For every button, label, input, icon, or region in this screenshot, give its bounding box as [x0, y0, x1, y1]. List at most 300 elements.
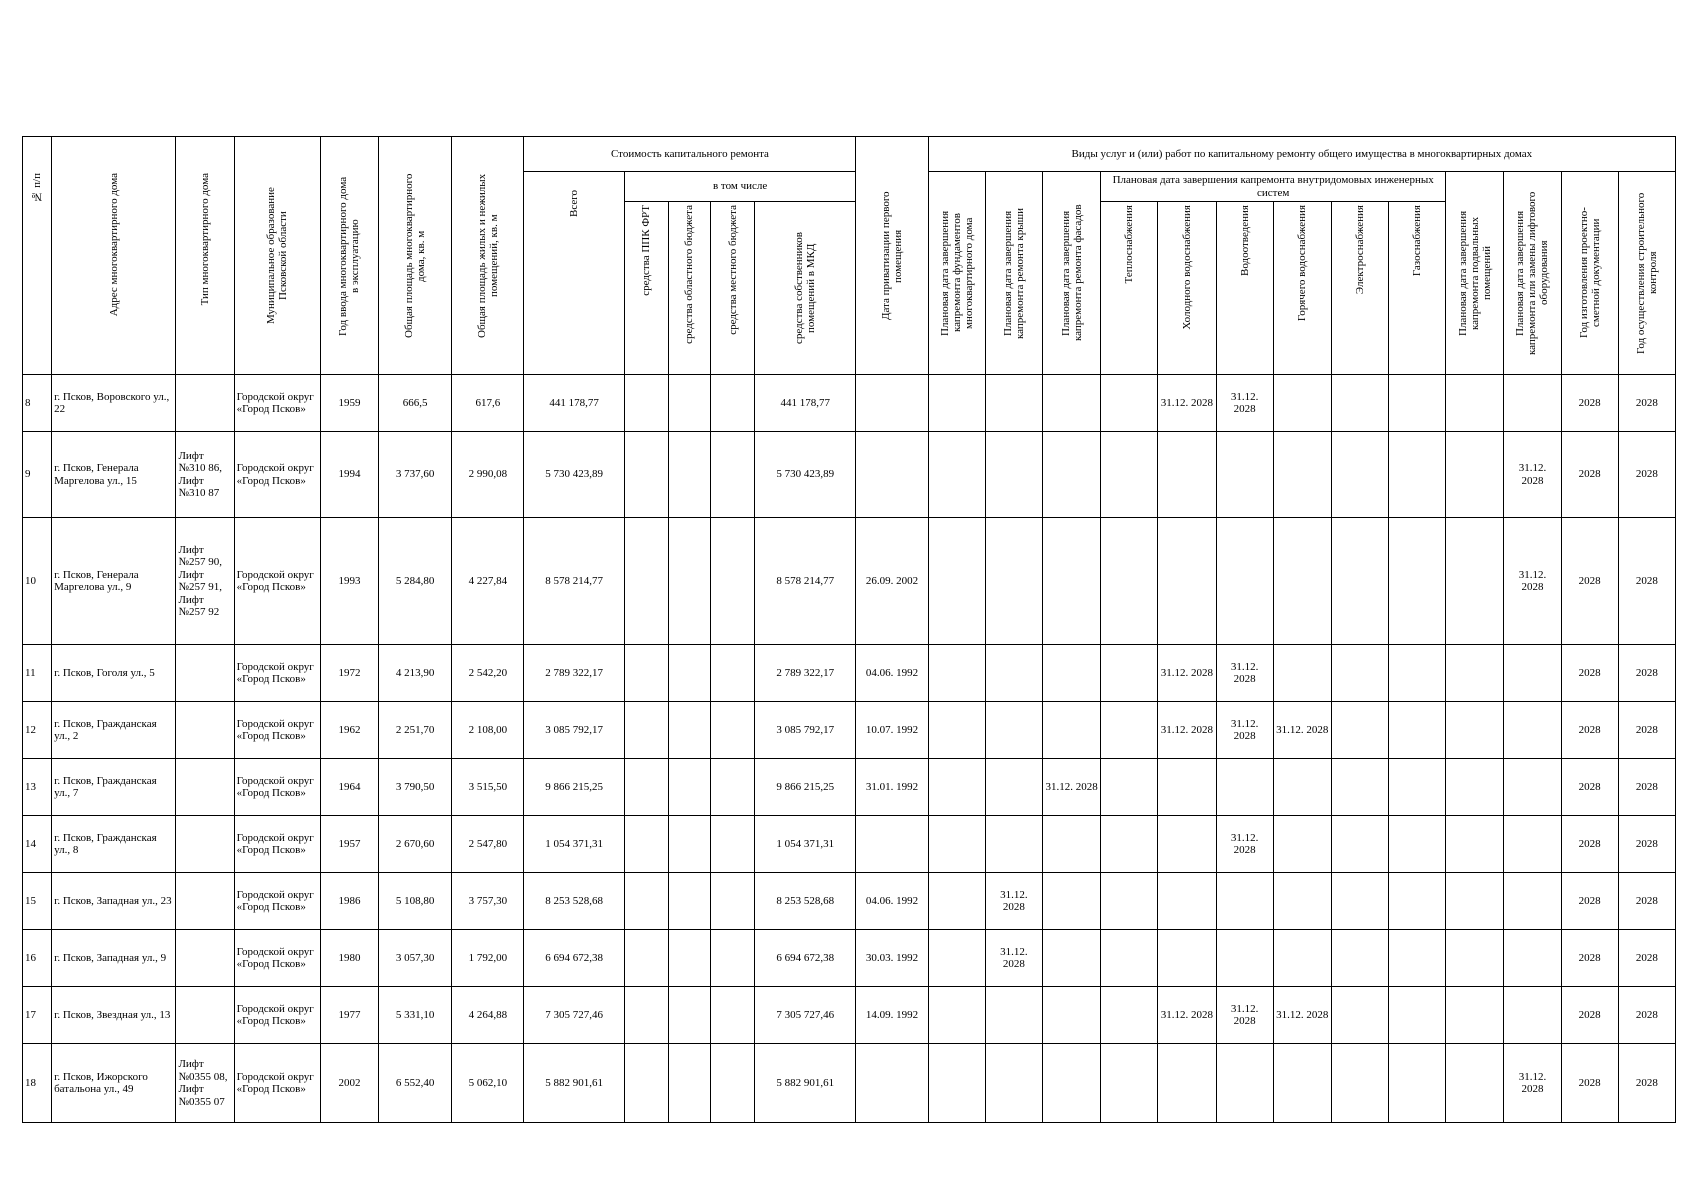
address-cell: г. Псков, Гоголя ул., 5	[52, 645, 176, 702]
heating-date-cell	[1101, 930, 1158, 987]
year-built-cell: 1972	[320, 645, 378, 702]
row-number: 12	[23, 702, 52, 759]
drainage-date-cell	[1216, 518, 1273, 645]
table-header	[23, 137, 1676, 375]
municipality-cell: Городской округ «Город Псков»	[234, 816, 320, 873]
house-type-cell: Лифт №257 90, Лифт №257 91, Лифт №257 92	[176, 518, 234, 645]
privatization-date-cell: 10.07. 1992	[856, 702, 928, 759]
cost-total-cell: 441 178,77	[524, 375, 624, 432]
roof-date-cell	[985, 1044, 1042, 1123]
row-number: 15	[23, 873, 52, 930]
elevator-date-cell	[1504, 930, 1561, 987]
roof-date-cell	[985, 759, 1042, 816]
drainage-date-cell	[1216, 759, 1273, 816]
owners-funds-cell: 8 253 528,68	[755, 873, 856, 930]
privatization-date-cell	[856, 432, 928, 518]
table-row	[23, 645, 1676, 702]
local-budget-cell	[711, 873, 755, 930]
municipality-cell: Городской округ «Город Псков»	[234, 930, 320, 987]
electricity-date-cell	[1331, 702, 1388, 759]
hot-water-date-cell: 31.12. 2028	[1273, 702, 1331, 759]
header-heating: Теплоснабжения	[1101, 202, 1158, 375]
control-year-cell: 2028	[1618, 702, 1675, 759]
roof-date-cell: 31.12. 2028	[985, 930, 1042, 987]
house-type-cell	[176, 645, 234, 702]
hot-water-date-cell: 31.12. 2028	[1273, 987, 1331, 1044]
address-cell: г. Псков, Воровского ул., 22	[52, 375, 176, 432]
ppk-frt-cell	[624, 432, 668, 518]
foundation-date-cell	[928, 432, 985, 518]
electricity-date-cell	[1331, 645, 1388, 702]
living-area-cell: 5 062,10	[452, 1044, 524, 1123]
row-number: 18	[23, 1044, 52, 1123]
cold-water-date-cell: 31.12. 2028	[1158, 375, 1216, 432]
basement-date-cell	[1446, 930, 1504, 987]
design-year-cell: 2028	[1561, 645, 1618, 702]
year-built-cell: 2002	[320, 1044, 378, 1123]
table-row	[23, 987, 1676, 1044]
basement-date-cell	[1446, 816, 1504, 873]
cold-water-date-cell	[1158, 432, 1216, 518]
foundation-date-cell	[928, 518, 985, 645]
control-year-cell: 2028	[1618, 987, 1675, 1044]
table-row	[23, 702, 1676, 759]
gas-date-cell	[1389, 518, 1446, 645]
foundation-date-cell	[928, 702, 985, 759]
facade-date-cell	[1043, 518, 1101, 645]
cost-total-cell: 1 054 371,31	[524, 816, 624, 873]
heating-date-cell	[1101, 645, 1158, 702]
header-year-built: Год ввода многоквартирного дома в эксплуатацию	[320, 137, 378, 375]
ppk-frt-cell	[624, 987, 668, 1044]
header-municipality: Муниципальное образование Псковской области	[234, 137, 320, 375]
header-works-group: Виды услуг и (или) работ по капитальному ремонту общего имущества в многоквартирных домах	[928, 137, 1675, 172]
local-budget-cell	[711, 645, 755, 702]
owners-funds-cell: 8 578 214,77	[755, 518, 856, 645]
total-area-cell: 2 251,70	[379, 702, 452, 759]
basement-date-cell	[1446, 375, 1504, 432]
year-built-cell: 1980	[320, 930, 378, 987]
gas-date-cell	[1389, 759, 1446, 816]
facade-date-cell	[1043, 645, 1101, 702]
privatization-date-cell	[856, 1044, 928, 1123]
roof-date-cell: 31.12. 2028	[985, 873, 1042, 930]
house-type-cell	[176, 759, 234, 816]
owners-funds-cell: 3 085 792,17	[755, 702, 856, 759]
house-type-cell	[176, 816, 234, 873]
electricity-date-cell	[1331, 873, 1388, 930]
hot-water-date-cell	[1273, 432, 1331, 518]
gas-date-cell	[1389, 375, 1446, 432]
address-cell: г. Псков, Ижорского батальона ул., 49	[52, 1044, 176, 1123]
gas-date-cell	[1389, 645, 1446, 702]
heating-date-cell	[1101, 375, 1158, 432]
basement-date-cell	[1446, 987, 1504, 1044]
foundation-date-cell	[928, 816, 985, 873]
hot-water-date-cell	[1273, 1044, 1331, 1123]
header-control-year: Год осуществления строительного контроля	[1618, 172, 1675, 375]
table-row	[23, 432, 1676, 518]
facade-date-cell	[1043, 432, 1101, 518]
facade-date-cell	[1043, 816, 1101, 873]
regional-budget-cell	[668, 816, 710, 873]
local-budget-cell	[711, 702, 755, 759]
basement-date-cell	[1446, 759, 1504, 816]
living-area-cell: 3 515,50	[452, 759, 524, 816]
design-year-cell: 2028	[1561, 375, 1618, 432]
house-type-cell	[176, 702, 234, 759]
municipality-cell: Городской округ «Город Псков»	[234, 518, 320, 645]
drainage-date-cell	[1216, 1044, 1273, 1123]
control-year-cell: 2028	[1618, 816, 1675, 873]
year-built-cell: 1977	[320, 987, 378, 1044]
cost-total-cell: 3 085 792,17	[524, 702, 624, 759]
living-area-cell: 617,6	[452, 375, 524, 432]
drainage-date-cell	[1216, 432, 1273, 518]
year-built-cell: 1993	[320, 518, 378, 645]
drainage-date-cell	[1216, 873, 1273, 930]
regional-budget-cell	[668, 987, 710, 1044]
total-area-cell: 666,5	[379, 375, 452, 432]
municipality-cell: Городской округ «Город Псков»	[234, 432, 320, 518]
gas-date-cell	[1389, 702, 1446, 759]
facade-date-cell	[1043, 987, 1101, 1044]
house-type-cell	[176, 930, 234, 987]
header-basement: Плановая дата завершения капремонта подвальных помещений	[1446, 172, 1504, 375]
elevator-date-cell	[1504, 987, 1561, 1044]
control-year-cell: 2028	[1618, 873, 1675, 930]
header-roof: Плановая дата завершения капремонта ремонта крыши	[985, 172, 1042, 375]
table-row	[23, 518, 1676, 645]
basement-date-cell	[1446, 702, 1504, 759]
cold-water-date-cell: 31.12. 2028	[1158, 987, 1216, 1044]
control-year-cell: 2028	[1618, 645, 1675, 702]
header-engineering-group: Плановая дата завершения капремонта внутридомовых инженерных систем	[1101, 172, 1446, 202]
facade-date-cell: 31.12. 2028	[1043, 759, 1101, 816]
drainage-date-cell: 31.12. 2028	[1216, 816, 1273, 873]
basement-date-cell	[1446, 873, 1504, 930]
elevator-date-cell: 31.12. 2028	[1504, 1044, 1561, 1123]
owners-funds-cell: 6 694 672,38	[755, 930, 856, 987]
design-year-cell: 2028	[1561, 432, 1618, 518]
cold-water-date-cell	[1158, 873, 1216, 930]
elevator-date-cell	[1504, 759, 1561, 816]
local-budget-cell	[711, 816, 755, 873]
row-number: 16	[23, 930, 52, 987]
privatization-date-cell: 26.09. 2002	[856, 518, 928, 645]
table-row	[23, 930, 1676, 987]
electricity-date-cell	[1331, 518, 1388, 645]
elevator-date-cell	[1504, 702, 1561, 759]
year-built-cell: 1962	[320, 702, 378, 759]
header-cold-water: Холодного водоснабжения	[1158, 202, 1216, 375]
header-address: Адрес многоквартирного дома	[52, 137, 176, 375]
drainage-date-cell: 31.12. 2028	[1216, 645, 1273, 702]
foundation-date-cell	[928, 759, 985, 816]
municipality-cell: Городской округ «Город Псков»	[234, 375, 320, 432]
basement-date-cell	[1446, 1044, 1504, 1123]
electricity-date-cell	[1331, 930, 1388, 987]
ppk-frt-cell	[624, 873, 668, 930]
house-type-cell	[176, 375, 234, 432]
elevator-date-cell	[1504, 873, 1561, 930]
gas-date-cell	[1389, 432, 1446, 518]
privatization-date-cell: 04.06. 1992	[856, 645, 928, 702]
ppk-frt-cell	[624, 375, 668, 432]
drainage-date-cell: 31.12. 2028	[1216, 987, 1273, 1044]
gas-date-cell	[1389, 873, 1446, 930]
foundation-date-cell	[928, 1044, 985, 1123]
header-hot-water: Горячего водоснабжения	[1273, 202, 1331, 375]
header-total: Всего	[524, 172, 624, 375]
address-cell: г. Псков, Западная ул., 23	[52, 873, 176, 930]
heating-date-cell	[1101, 816, 1158, 873]
municipality-cell: Городской округ «Город Псков»	[234, 987, 320, 1044]
header-owners: средства собственников помещений в МКД	[755, 202, 856, 375]
heating-date-cell	[1101, 702, 1158, 759]
hot-water-date-cell	[1273, 375, 1331, 432]
cost-total-cell: 9 866 215,25	[524, 759, 624, 816]
facade-date-cell	[1043, 930, 1101, 987]
roof-date-cell	[985, 432, 1042, 518]
house-type-cell	[176, 873, 234, 930]
foundation-date-cell	[928, 873, 985, 930]
electricity-date-cell	[1331, 1044, 1388, 1123]
house-type-cell: Лифт №310 86, Лифт №310 87	[176, 432, 234, 518]
address-cell: г. Псков, Генерала Маргелова ул., 9	[52, 518, 176, 645]
control-year-cell: 2028	[1618, 432, 1675, 518]
electricity-date-cell	[1331, 432, 1388, 518]
foundation-date-cell	[928, 930, 985, 987]
elevator-date-cell	[1504, 816, 1561, 873]
owners-funds-cell: 9 866 215,25	[755, 759, 856, 816]
house-type-cell	[176, 987, 234, 1044]
regional-budget-cell	[668, 432, 710, 518]
facade-date-cell	[1043, 375, 1101, 432]
drainage-date-cell: 31.12. 2028	[1216, 375, 1273, 432]
electricity-date-cell	[1331, 987, 1388, 1044]
hot-water-date-cell	[1273, 873, 1331, 930]
header-regional: средства областного бюджета	[668, 202, 710, 375]
row-number: 13	[23, 759, 52, 816]
header-facade: Плановая дата завершения капремонта ремонта фасадов	[1043, 172, 1101, 375]
total-area-cell: 3 057,30	[379, 930, 452, 987]
cost-total-cell: 5 882 901,61	[524, 1044, 624, 1123]
ppk-frt-cell	[624, 930, 668, 987]
table-body	[23, 375, 1676, 1123]
header-cost-group: Стоимость капитального ремонта	[524, 137, 856, 172]
elevator-date-cell: 31.12. 2028	[1504, 432, 1561, 518]
cost-total-cell: 5 730 423,89	[524, 432, 624, 518]
address-cell: г. Псков, Гражданская ул., 7	[52, 759, 176, 816]
regional-budget-cell	[668, 375, 710, 432]
elevator-date-cell: 31.12. 2028	[1504, 518, 1561, 645]
privatization-date-cell	[856, 816, 928, 873]
hot-water-date-cell	[1273, 518, 1331, 645]
year-built-cell: 1959	[320, 375, 378, 432]
control-year-cell: 2028	[1618, 759, 1675, 816]
cold-water-date-cell	[1158, 930, 1216, 987]
owners-funds-cell: 1 054 371,31	[755, 816, 856, 873]
heating-date-cell	[1101, 1044, 1158, 1123]
row-number: 17	[23, 987, 52, 1044]
address-cell: г. Псков, Гражданская ул., 2	[52, 702, 176, 759]
municipality-cell: Городской округ «Город Псков»	[234, 702, 320, 759]
gas-date-cell	[1389, 987, 1446, 1044]
design-year-cell: 2028	[1561, 518, 1618, 645]
regional-budget-cell	[668, 1044, 710, 1123]
cost-total-cell: 7 305 727,46	[524, 987, 624, 1044]
regional-budget-cell	[668, 759, 710, 816]
municipality-cell: Городской округ «Город Псков»	[234, 645, 320, 702]
living-area-cell: 4 264,88	[452, 987, 524, 1044]
control-year-cell: 2028	[1618, 1044, 1675, 1123]
privatization-date-cell: 14.09. 1992	[856, 987, 928, 1044]
control-year-cell: 2028	[1618, 930, 1675, 987]
table-row	[23, 873, 1676, 930]
electricity-date-cell	[1331, 375, 1388, 432]
regional-budget-cell	[668, 873, 710, 930]
local-budget-cell	[711, 987, 755, 1044]
control-year-cell: 2028	[1618, 518, 1675, 645]
total-area-cell: 3 737,60	[379, 432, 452, 518]
header-design-year: Год изготовления проектно-сметной документации	[1561, 172, 1618, 375]
header-privatization: Дата приватизации первого помещения	[856, 137, 928, 375]
local-budget-cell	[711, 518, 755, 645]
local-budget-cell	[711, 1044, 755, 1123]
header-total-area: Общая площадь многоквартирного дома, кв. м	[379, 137, 452, 375]
gas-date-cell	[1389, 1044, 1446, 1123]
owners-funds-cell: 5 882 901,61	[755, 1044, 856, 1123]
roof-date-cell	[985, 987, 1042, 1044]
living-area-cell: 2 990,08	[452, 432, 524, 518]
row-number: 14	[23, 816, 52, 873]
heating-date-cell	[1101, 518, 1158, 645]
roof-date-cell	[985, 645, 1042, 702]
total-area-cell: 4 213,90	[379, 645, 452, 702]
year-built-cell: 1986	[320, 873, 378, 930]
municipality-cell: Городской округ «Город Псков»	[234, 759, 320, 816]
design-year-cell: 2028	[1561, 759, 1618, 816]
house-type-cell: Лифт №0355 08, Лифт №0355 07	[176, 1044, 234, 1123]
drainage-date-cell	[1216, 930, 1273, 987]
local-budget-cell	[711, 759, 755, 816]
cold-water-date-cell	[1158, 816, 1216, 873]
hot-water-date-cell	[1273, 930, 1331, 987]
cold-water-date-cell: 31.12. 2028	[1158, 645, 1216, 702]
address-cell: г. Псков, Западная ул., 9	[52, 930, 176, 987]
privatization-date-cell: 30.03. 1992	[856, 930, 928, 987]
roof-date-cell	[985, 816, 1042, 873]
header-ppk-frt: средства ППК ФРТ	[624, 202, 668, 375]
design-year-cell: 2028	[1561, 816, 1618, 873]
year-built-cell: 1994	[320, 432, 378, 518]
row-number: 9	[23, 432, 52, 518]
municipality-cell: Городской округ «Город Псков»	[234, 873, 320, 930]
header-including: в том числе	[624, 172, 856, 202]
cold-water-date-cell: 31.12. 2028	[1158, 702, 1216, 759]
local-budget-cell	[711, 930, 755, 987]
cost-total-cell: 2 789 322,17	[524, 645, 624, 702]
basement-date-cell	[1446, 645, 1504, 702]
roof-date-cell	[985, 518, 1042, 645]
regional-budget-cell	[668, 645, 710, 702]
row-number: 8	[23, 375, 52, 432]
basement-date-cell	[1446, 518, 1504, 645]
privatization-date-cell: 31.01. 1992	[856, 759, 928, 816]
hot-water-date-cell	[1273, 645, 1331, 702]
hot-water-date-cell	[1273, 816, 1331, 873]
gas-date-cell	[1389, 930, 1446, 987]
ppk-frt-cell	[624, 816, 668, 873]
address-cell: г. Псков, Генерала Маргелова ул., 15	[52, 432, 176, 518]
address-cell: г. Псков, Звездная ул., 13	[52, 987, 176, 1044]
row-number: 10	[23, 518, 52, 645]
owners-funds-cell: 441 178,77	[755, 375, 856, 432]
heating-date-cell	[1101, 759, 1158, 816]
living-area-cell: 2 542,20	[452, 645, 524, 702]
regional-budget-cell	[668, 702, 710, 759]
hot-water-date-cell	[1273, 759, 1331, 816]
design-year-cell: 2028	[1561, 930, 1618, 987]
local-budget-cell	[711, 432, 755, 518]
facade-date-cell	[1043, 1044, 1101, 1123]
row-number: 11	[23, 645, 52, 702]
header-living-area: Общая площадь жилых и нежилых помещений, кв. м	[452, 137, 524, 375]
foundation-date-cell	[928, 987, 985, 1044]
header-gas: Газоснабжения	[1389, 202, 1446, 375]
heating-date-cell	[1101, 432, 1158, 518]
cold-water-date-cell	[1158, 518, 1216, 645]
address-cell: г. Псков, Гражданская ул., 8	[52, 816, 176, 873]
living-area-cell: 3 757,30	[452, 873, 524, 930]
living-area-cell: 4 227,84	[452, 518, 524, 645]
cold-water-date-cell	[1158, 759, 1216, 816]
basement-date-cell	[1446, 432, 1504, 518]
ppk-frt-cell	[624, 518, 668, 645]
table-row	[23, 375, 1676, 432]
design-year-cell: 2028	[1561, 1044, 1618, 1123]
total-area-cell: 5 331,10	[379, 987, 452, 1044]
header-drainage: Водоотведения	[1216, 202, 1273, 375]
design-year-cell: 2028	[1561, 873, 1618, 930]
ppk-frt-cell	[624, 645, 668, 702]
total-area-cell: 5 284,80	[379, 518, 452, 645]
roof-date-cell	[985, 375, 1042, 432]
ppk-frt-cell	[624, 759, 668, 816]
cold-water-date-cell	[1158, 1044, 1216, 1123]
header-elevator: Плановая дата завершения капремонта или замены лифтового оборудования	[1504, 172, 1561, 375]
table-row	[23, 1044, 1676, 1123]
living-area-cell: 2 547,80	[452, 816, 524, 873]
regional-budget-cell	[668, 930, 710, 987]
year-built-cell: 1957	[320, 816, 378, 873]
privatization-date-cell	[856, 375, 928, 432]
roof-date-cell	[985, 702, 1042, 759]
total-area-cell: 2 670,60	[379, 816, 452, 873]
facade-date-cell	[1043, 702, 1101, 759]
municipality-cell: Городской округ «Город Псков»	[234, 1044, 320, 1123]
header-foundation: Плановая дата завершения капремонта фундаментов многоквартирного дома	[928, 172, 985, 375]
regional-budget-cell	[668, 518, 710, 645]
heating-date-cell	[1101, 873, 1158, 930]
living-area-cell: 2 108,00	[452, 702, 524, 759]
total-area-cell: 6 552,40	[379, 1044, 452, 1123]
facade-date-cell	[1043, 873, 1101, 930]
table-row	[23, 816, 1676, 873]
owners-funds-cell: 7 305 727,46	[755, 987, 856, 1044]
header-local: средства местного бюджета	[711, 202, 755, 375]
